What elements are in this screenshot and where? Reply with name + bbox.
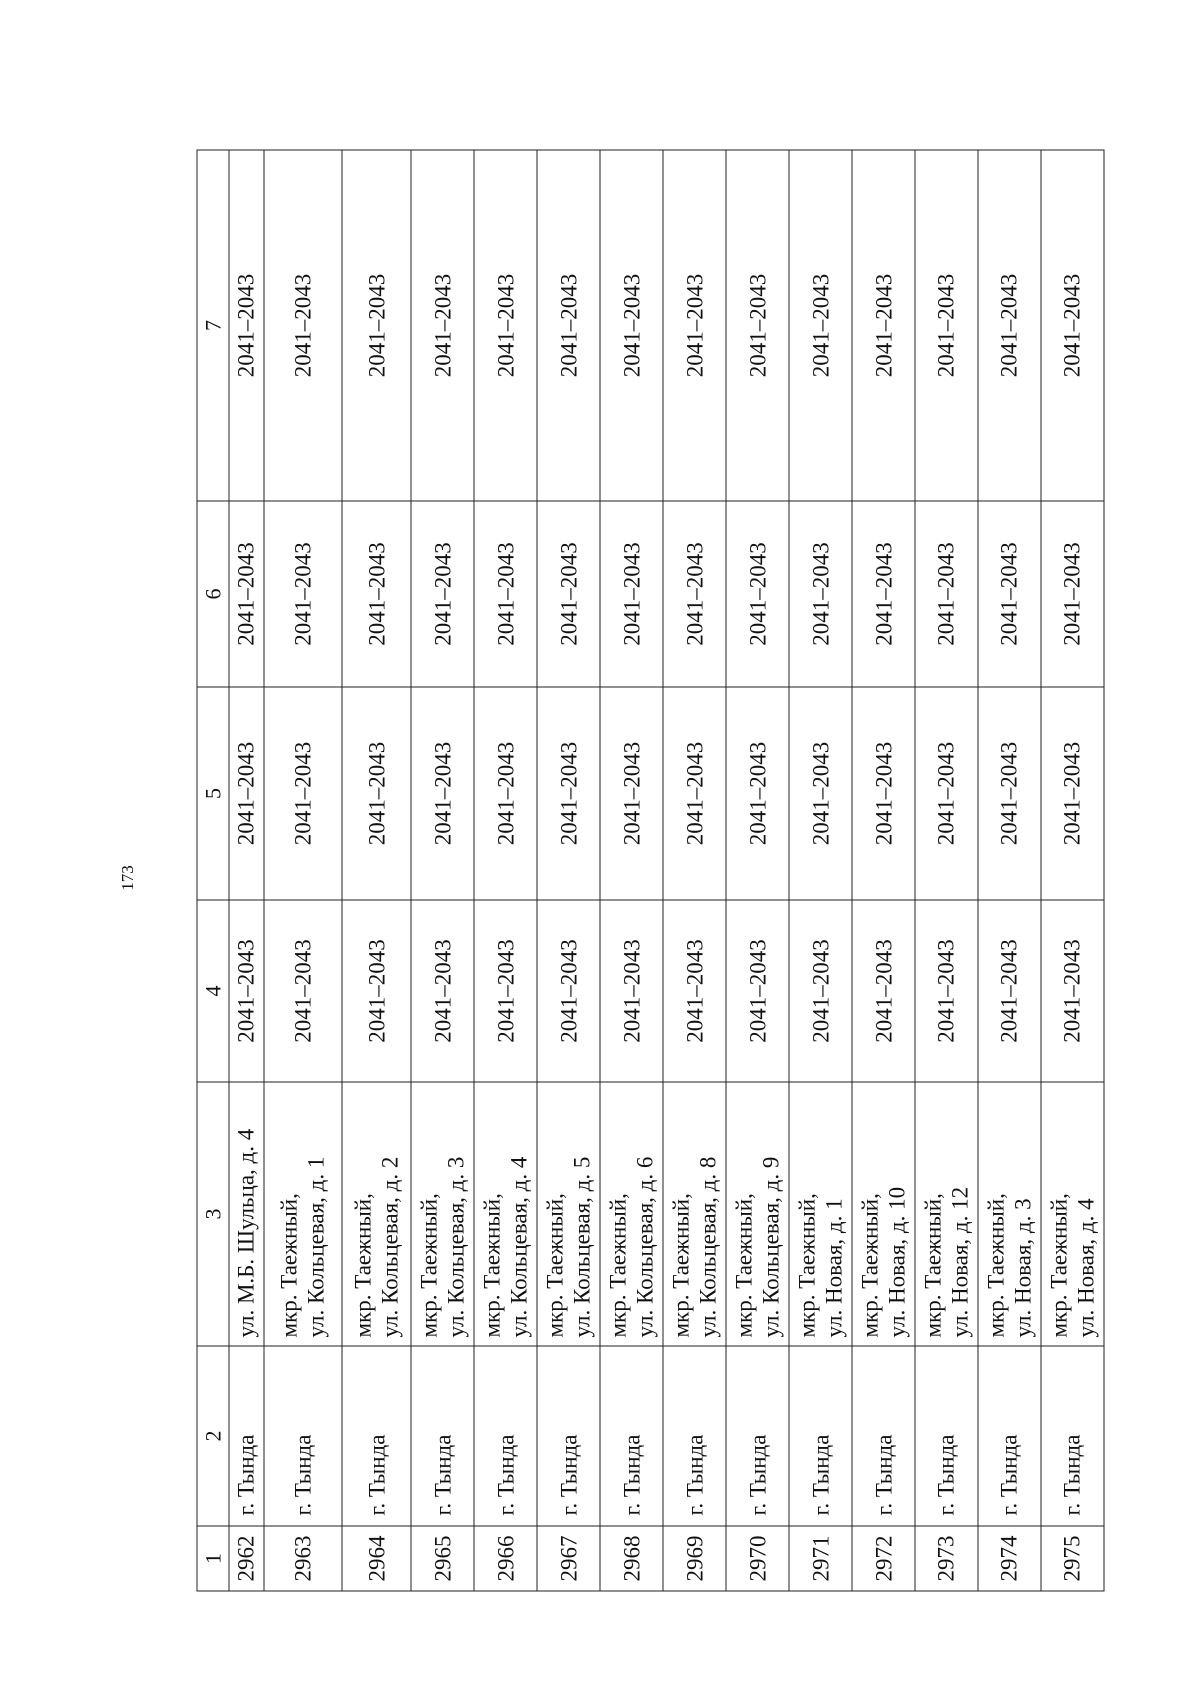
- period-cell-6: 2041–2043: [537, 501, 600, 687]
- period-cell-5: 2041–2043: [663, 687, 726, 900]
- row-number-cell: 2962: [229, 1526, 264, 1591]
- period-cell-7: 2041–2043: [789, 150, 852, 501]
- period-cell-5: 2041–2043: [537, 687, 600, 900]
- city-cell: г. Тында: [229, 1346, 264, 1526]
- address-line: мкр. Таежный,: [1045, 1192, 1071, 1337]
- address-cell: [726, 1082, 789, 1346]
- city-cell: г. Тында: [789, 1346, 852, 1526]
- address-line: мкр. Таежный,: [919, 1192, 945, 1337]
- table-row: [914, 150, 977, 1591]
- row-number-cell: 2966: [474, 1526, 537, 1591]
- period-cell-4: 2041–2043: [600, 900, 663, 1082]
- col-header-5: 5: [197, 687, 229, 900]
- period-cell-4: 2041–2043: [474, 900, 537, 1082]
- table-row: [411, 150, 474, 1591]
- address-line: ул. М.Б. Шульца, д. 4: [233, 1128, 259, 1337]
- col-header-6: 6: [197, 501, 229, 687]
- period-cell-6: 2041–2043: [341, 501, 410, 687]
- address-line: ул. Кольцевая, д. 3: [443, 1156, 469, 1337]
- period-cell-4: 2041–2043: [341, 900, 410, 1082]
- row-number-cell: 2969: [663, 1526, 726, 1591]
- city-cell: г. Тында: [914, 1346, 977, 1526]
- header-row: [197, 150, 229, 1591]
- address-cell: [852, 1082, 915, 1346]
- period-cell-5: 2041–2043: [1040, 687, 1103, 900]
- address-line: ул. Кольцевая, д. 6: [632, 1156, 658, 1337]
- table-row: [600, 150, 663, 1591]
- address-line: ул. Кольцевая, д. 8: [695, 1156, 721, 1337]
- period-cell-5: 2041–2043: [474, 687, 537, 900]
- period-cell-4: 2041–2043: [914, 900, 977, 1082]
- city-cell: г. Тында: [411, 1346, 474, 1526]
- period-cell-7: 2041–2043: [852, 150, 915, 501]
- address-line: мкр. Таежный,: [479, 1192, 505, 1337]
- period-cell-7: 2041–2043: [229, 150, 264, 501]
- address-line: мкр. Таежный,: [276, 1192, 302, 1337]
- period-cell-4: 2041–2043: [852, 900, 915, 1082]
- address-cell: [789, 1082, 852, 1346]
- city-cell: г. Тында: [263, 1346, 341, 1526]
- row-number-cell: 2973: [914, 1526, 977, 1591]
- schedule-table: [196, 149, 1104, 1591]
- address-line: мкр. Таежный,: [794, 1192, 820, 1337]
- address-line: ул. Кольцевая, д. 1: [303, 1156, 329, 1337]
- col-header-1: 1: [197, 1526, 229, 1591]
- table-row: [229, 150, 264, 1591]
- period-cell-4: 2041–2043: [263, 900, 341, 1082]
- address-cell: [663, 1082, 726, 1346]
- address-cell: [411, 1082, 474, 1346]
- address-line: ул. Кольцевая, д. 5: [569, 1156, 595, 1337]
- period-cell-4: 2041–2043: [789, 900, 852, 1082]
- table-row: [663, 150, 726, 1591]
- city-cell: г. Тында: [663, 1346, 726, 1526]
- city-cell: г. Тында: [341, 1346, 410, 1526]
- table-row: [341, 150, 410, 1591]
- period-cell-5: 2041–2043: [914, 687, 977, 900]
- address-line: ул. Кольцевая, д. 4: [506, 1156, 532, 1337]
- row-number-cell: 2968: [600, 1526, 663, 1591]
- row-number-cell: 2972: [852, 1526, 915, 1591]
- row-number-cell: 2974: [977, 1526, 1040, 1591]
- address-line: мкр. Таежный,: [350, 1192, 376, 1337]
- city-cell: г. Тында: [1040, 1346, 1103, 1526]
- period-cell-5: 2041–2043: [600, 687, 663, 900]
- period-cell-6: 2041–2043: [977, 501, 1040, 687]
- period-cell-5: 2041–2043: [852, 687, 915, 900]
- table-row: [977, 150, 1040, 1591]
- period-cell-4: 2041–2043: [229, 900, 264, 1082]
- rotated-table-container: [196, 150, 1104, 1591]
- address-line: ул. Кольцевая, д. 9: [758, 1156, 784, 1337]
- period-cell-5: 2041–2043: [789, 687, 852, 900]
- period-cell-4: 2041–2043: [537, 900, 600, 1082]
- address-cell: [977, 1082, 1040, 1346]
- period-cell-6: 2041–2043: [726, 501, 789, 687]
- address-line: мкр. Таежный,: [857, 1192, 882, 1337]
- period-cell-6: 2041–2043: [1040, 501, 1103, 687]
- row-number-cell: 2964: [341, 1526, 410, 1591]
- address-cell: [537, 1082, 600, 1346]
- row-number-cell: 2975: [1040, 1526, 1103, 1591]
- city-cell: г. Тында: [977, 1346, 1040, 1526]
- address-line: ул. Новая, д. 10: [884, 1186, 909, 1337]
- period-cell-7: 2041–2043: [663, 150, 726, 501]
- table-row: [537, 150, 600, 1591]
- table-body: [229, 150, 1104, 1591]
- table-row: [263, 150, 341, 1591]
- period-cell-4: 2041–2043: [726, 900, 789, 1082]
- period-cell-6: 2041–2043: [663, 501, 726, 687]
- page-number: 173: [118, 865, 137, 891]
- address-cell: [341, 1082, 410, 1346]
- address-line: ул. Новая, д. 12: [946, 1186, 972, 1337]
- period-cell-7: 2041–2043: [726, 150, 789, 501]
- period-cell-5: 2041–2043: [341, 687, 410, 900]
- address-cell: [263, 1082, 341, 1346]
- city-cell: г. Тында: [852, 1346, 915, 1526]
- period-cell-6: 2041–2043: [914, 501, 977, 687]
- period-cell-5: 2041–2043: [263, 687, 341, 900]
- row-number-cell: 2965: [411, 1526, 474, 1591]
- row-number-cell: 2970: [726, 1526, 789, 1591]
- address-line: мкр. Таежный,: [542, 1192, 568, 1337]
- table-row: [474, 150, 537, 1591]
- table-row: [852, 150, 915, 1591]
- table-row: [1040, 150, 1103, 1591]
- row-number-cell: 2967: [537, 1526, 600, 1591]
- period-cell-4: 2041–2043: [977, 900, 1040, 1082]
- period-cell-5: 2041–2043: [411, 687, 474, 900]
- address-cell: [229, 1082, 264, 1346]
- period-cell-6: 2041–2043: [600, 501, 663, 687]
- period-cell-4: 2041–2043: [663, 900, 726, 1082]
- period-cell-6: 2041–2043: [263, 501, 341, 687]
- period-cell-5: 2041–2043: [726, 687, 789, 900]
- period-cell-7: 2041–2043: [474, 150, 537, 501]
- period-cell-7: 2041–2043: [341, 150, 410, 501]
- address-cell: [1040, 1082, 1103, 1346]
- col-header-3: 3: [197, 1082, 229, 1346]
- period-cell-4: 2041–2043: [1040, 900, 1103, 1082]
- city-cell: г. Тында: [726, 1346, 789, 1526]
- address-line: ул. Новая, д. 3: [1009, 1197, 1035, 1337]
- table-row: [789, 150, 852, 1591]
- address-line: ул. Кольцевая, д. 2: [377, 1156, 403, 1337]
- address-line: ул. Новая, д. 4: [1072, 1197, 1098, 1337]
- period-cell-6: 2041–2043: [474, 501, 537, 687]
- table-row: [726, 150, 789, 1591]
- period-cell-4: 2041–2043: [411, 900, 474, 1082]
- period-cell-7: 2041–2043: [977, 150, 1040, 501]
- city-cell: г. Тында: [537, 1346, 600, 1526]
- col-header-2: 2: [197, 1346, 229, 1526]
- row-number-cell: 2971: [789, 1526, 852, 1591]
- period-cell-6: 2041–2043: [229, 501, 264, 687]
- period-cell-7: 2041–2043: [411, 150, 474, 501]
- address-cell: [914, 1082, 977, 1346]
- col-header-7: 7: [197, 150, 229, 501]
- col-header-4: 4: [197, 900, 229, 1082]
- period-cell-6: 2041–2043: [789, 501, 852, 687]
- address-line: мкр. Таежный,: [982, 1192, 1008, 1337]
- address-cell: [600, 1082, 663, 1346]
- address-line: мкр. Таежный,: [731, 1192, 757, 1337]
- period-cell-5: 2041–2043: [229, 687, 264, 900]
- period-cell-5: 2041–2043: [977, 687, 1040, 900]
- row-number-cell: 2963: [263, 1526, 341, 1591]
- city-cell: г. Тында: [600, 1346, 663, 1526]
- period-cell-6: 2041–2043: [852, 501, 915, 687]
- period-cell-7: 2041–2043: [263, 150, 341, 501]
- period-cell-7: 2041–2043: [914, 150, 977, 501]
- address-line: мкр. Таежный,: [668, 1192, 694, 1337]
- period-cell-7: 2041–2043: [1040, 150, 1103, 501]
- period-cell-7: 2041–2043: [600, 150, 663, 501]
- address-line: ул. Новая, д. 1: [821, 1197, 847, 1337]
- address-line: мкр. Таежный,: [605, 1192, 631, 1337]
- period-cell-6: 2041–2043: [411, 501, 474, 687]
- city-cell: г. Тында: [474, 1346, 537, 1526]
- address-cell: [474, 1082, 537, 1346]
- address-line: мкр. Таежный,: [416, 1192, 442, 1337]
- period-cell-7: 2041–2043: [537, 150, 600, 501]
